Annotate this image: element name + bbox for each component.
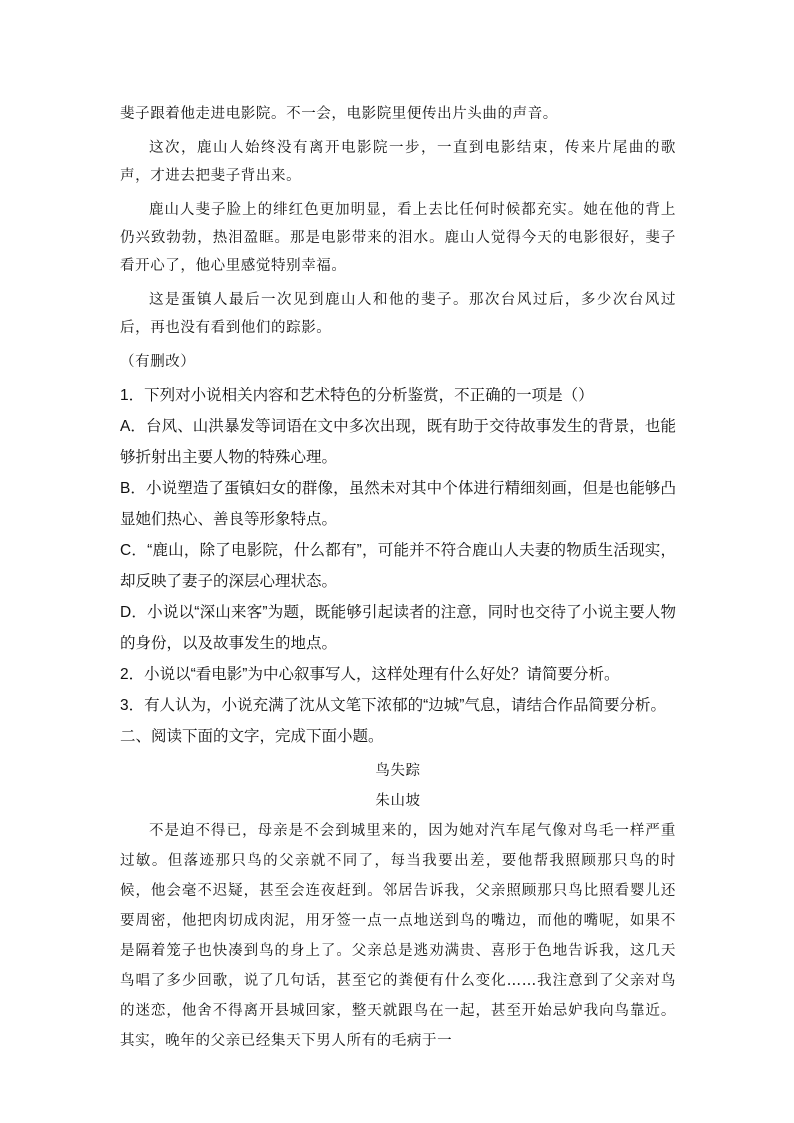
source-note: （有删改） <box>120 354 196 370</box>
question-2: 2．小说以“看电影”为中心叙事写人，这样处理有什么好处？请简要分析。 <box>120 666 620 683</box>
option-a: A．台风、山洪暴发等词语在文中多次出现，既有助于交待故事发生的背景，也能够折射出主要人物的特殊心理。 <box>120 418 676 466</box>
story-paragraph: 这次，鹿山人始终没有离开电影院一步，一直到电影结束，传来片尾曲的歌声，才进去把斐子背出来。 <box>120 140 676 184</box>
question-3: 3．有人认为，小说充满了沈从文笔下浓郁的“边城”气息，请结合作品简要分析。 <box>120 697 666 714</box>
story-paragraph: 斐子跟着他走进电影院。不一会，电影院里便传出片头曲的声音。 <box>120 106 558 122</box>
section-heading: 二、阅读下面的文字，完成下面小题。 <box>120 728 384 745</box>
option-d: D．小说以“深山来客”为题，既能够引起读者的注意，同时也交待了小说主要人物的身份，以及故事发生的地点。 <box>120 604 676 652</box>
option-c: C．“鹿山，除了电影院，什么都有”，可能并不符合鹿山人夫妻的物质生活现实，却反映了妻子的深层心理状态。 <box>120 542 676 590</box>
story-paragraph: 这是蛋镇人最后一次见到鹿山人和他的斐子。那次台风过后，多少次台风过后，再也没有看到他们的踪影。 <box>120 292 676 336</box>
story-paragraph: 不是迫不得已，母亲是不会到城里来的，因为她对汽车尾气像对鸟毛一样严重过敏。但落迹那只鸟的父亲就不同了，每当我要出差，要他帮我照顾那只鸟的时候，他会毫不迟疑，甚至会连夜赶到。邻居告诉我，父亲照顾那只鸟比照看婴儿还要周密，他把肉切成肉泥，用牙签一点一点地送到鸟的嘴边，而他的嘴呢，如果不是隔着笼子也快凑到鸟的身上了。父亲总是逃劝满贵、喜形于色地告诉我，这几天鸟唱了多少回歌，说了几句话，甚至它的粪便有什么变化……我注意到了父亲对鸟的迷恋，他舍不得离开县城回家，整天就跟鸟在一起，甚至开始忌妒我向鸟靠近。其实，晚年的父亲已经集天下男人所有的毛病于一 <box>120 823 676 1049</box>
story-paragraph: 鹿山人斐子脸上的绯红色更加明显，看上去比任何时候都充实。她在他的背上仍兴致勃勃，热泪盈眶。那是电影带来的泪水。鹿山人觉得今天的电影很好，斐子看开心了，他心里感觉特别幸福。 <box>120 202 676 274</box>
option-b: B．小说塑造了蛋镇妇女的群像，虽然未对其中个体进行精细刻画，但是也能够凸显她们热心、善良等形象特点。 <box>120 480 676 528</box>
story-title: 鸟失踪 <box>375 763 421 779</box>
question-1: 1．下列对小说相关内容和艺术特色的分析鉴赏，不正确的一项是（） <box>120 387 594 404</box>
story-ending-section <box>120 100 676 382</box>
questions-section <box>120 380 676 752</box>
second-story-section <box>120 756 676 1056</box>
story-author: 朱山坡 <box>375 793 421 809</box>
